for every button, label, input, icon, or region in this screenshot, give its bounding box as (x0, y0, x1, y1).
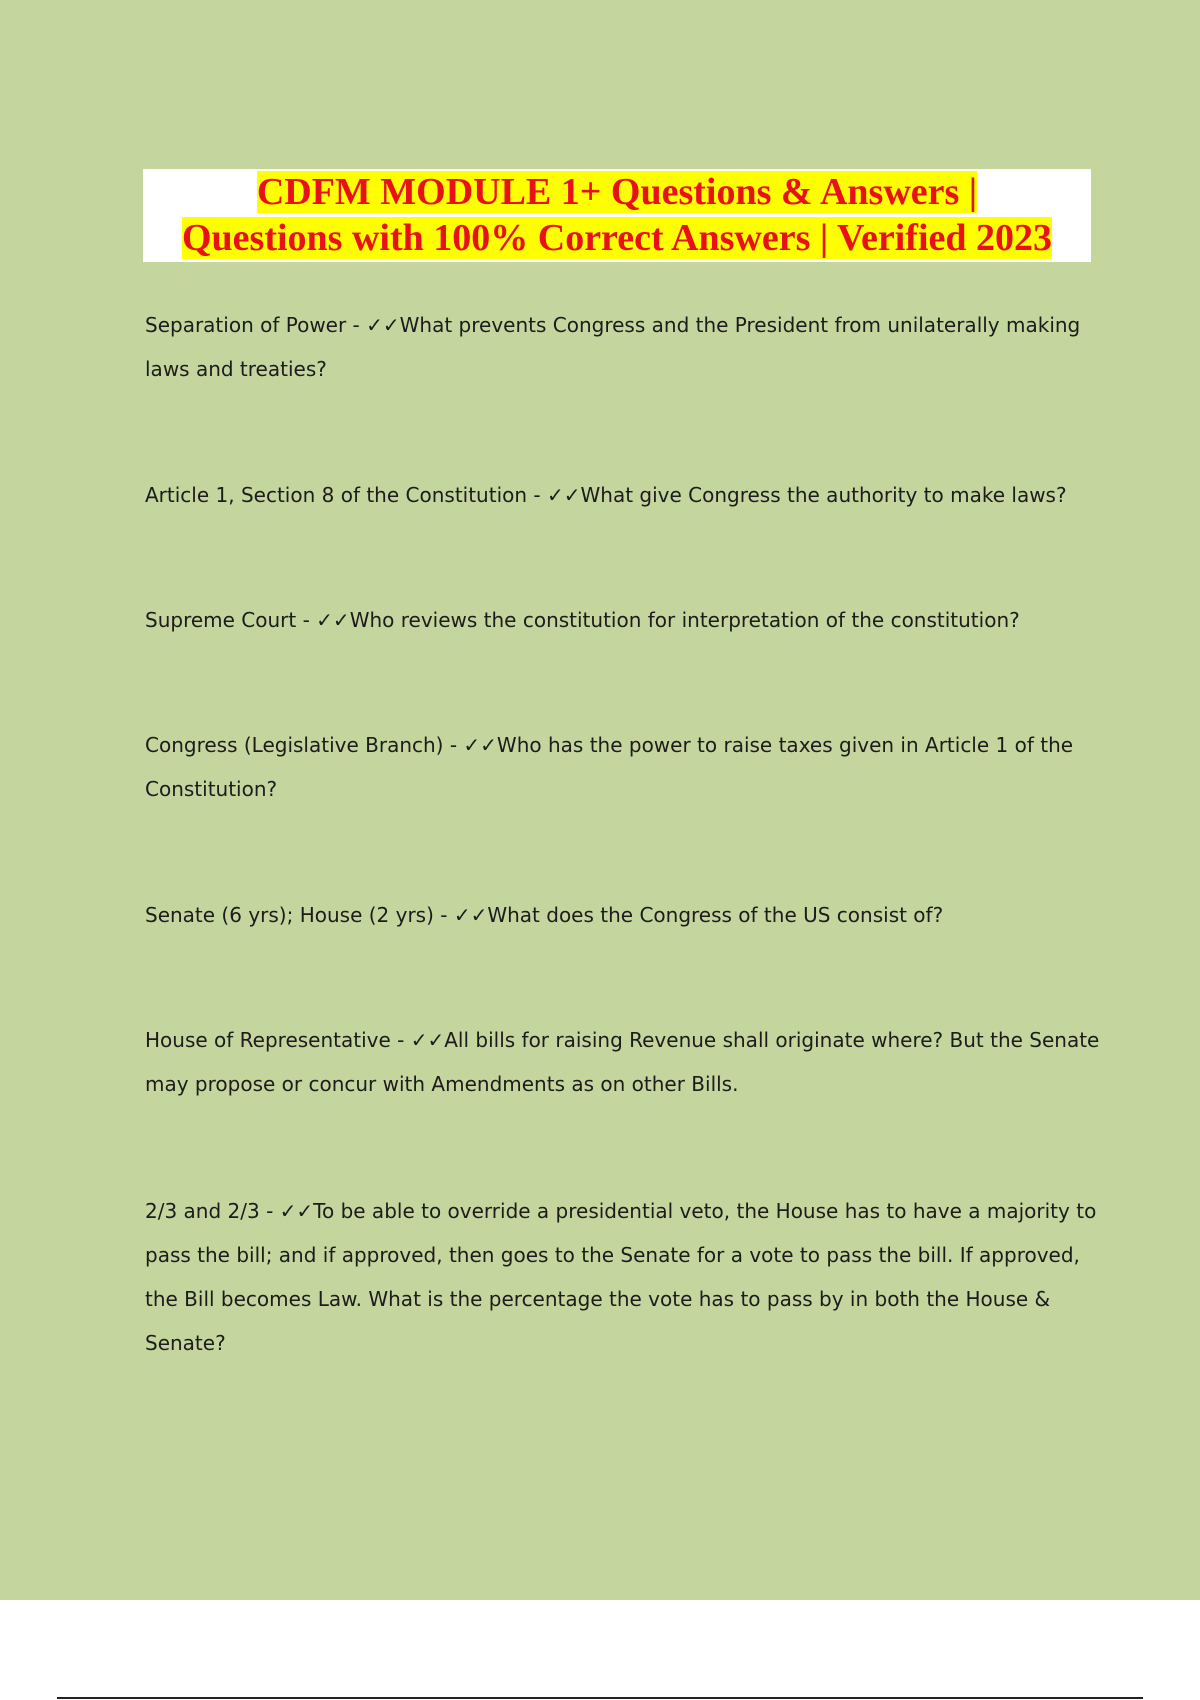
footer-divider (57, 1697, 1143, 1699)
qa-item-4: Congress (Legislative Branch) - ✓✓Who has the power to raise taxes given in Article 1 of the Constitution? (145, 733, 1074, 801)
document-title (143, 169, 1091, 262)
qa-item-3: Supreme Court - ✓✓Who reviews the constitution for interpretation of the constitution? (145, 608, 1020, 632)
qa-item-5: Senate (6 yrs); House (2 yrs) - ✓✓What does the Congress of the US consist of? (145, 903, 944, 927)
title-line-1: CDFM MODULE 1+ Questions & Answers | (256, 171, 978, 213)
qa-item-1: Separation of Power - ✓✓What prevents Congress and the President from unilaterally making laws and treaties? (145, 313, 1081, 381)
title-line-2: Questions with 100% Correct Answers | Verified 2023 (181, 217, 1052, 259)
qa-item-6: House of Representative - ✓✓All bills for raising Revenue shall originate where? But the Senate may propose or concur with Amendments as on other Bills. (145, 1028, 1100, 1096)
qa-item-2: Article 1, Section 8 of the Constitution - ✓✓What give Congress the authority to make laws? (145, 483, 1067, 507)
qa-item-7: 2/3 and 2/3 - ✓✓To be able to override a presidential veto, the House has to have a majority to pass the bill; and if approved, then goes to the Senate for a vote to pass the bill. If approved, the Bill becomes Law. What is the percentage the vote has to pass by in both the House & Senate? (145, 1199, 1097, 1355)
